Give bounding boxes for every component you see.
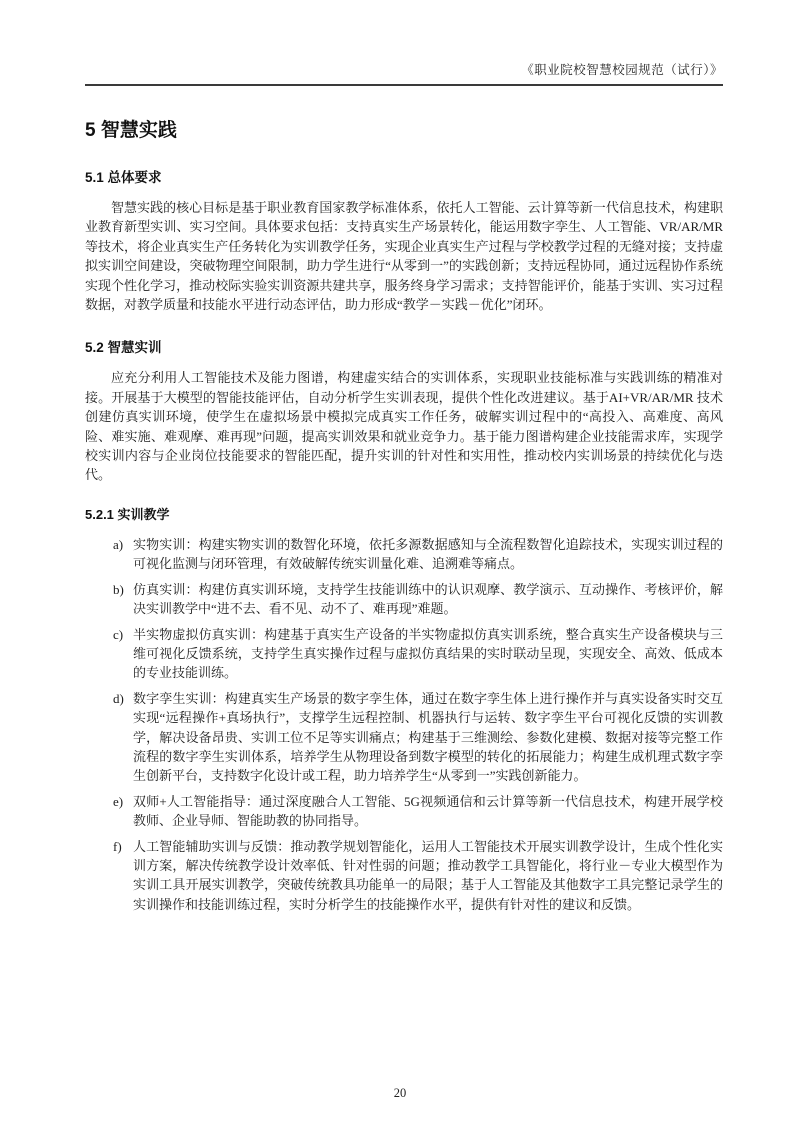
running-header: 《职业院校智慧校园规范（试行）》: [521, 63, 723, 77]
list-item-a: [113, 535, 723, 574]
section-5-2-1-heading: 5.2.1 实训教学: [85, 506, 170, 522]
list-item-label: d): [113, 690, 124, 706]
list-item-label: a): [113, 536, 124, 552]
list-item-d: [113, 689, 723, 786]
chapter-title: 5 智慧实践: [85, 120, 177, 141]
list-item-b: [113, 580, 723, 619]
list-item-label: b): [113, 581, 124, 597]
page-number: 20: [393, 1086, 407, 1100]
list-item-text: 双师+人工智能指导：通过深度融合人工智能、5G视频通信和云计算等新一代信息技术，构建开展学校教师、企业导师、智能助教的协同指导。: [133, 793, 723, 829]
list-item-text: 数字孪生实训：构建真实生产场景的数字孪生体，通过在数字孪生体上进行操作并与真实设备实时交互实现“远程操作+真场执行”，支撑学生远程控制、机器执行与运转、数字孪生平台可视化反馈的实训教学，解决设备昂贵、实训工位不足等实训痛点；构建基于三维测绘、参数化建模、数据对接等完整工作流程的数字孪生实训体系，培养学生从物理设备到数字模型的转化的拓展能力；构建生成机理式数字孪生创新平台，支持数字化设计或工程，助力培养学生“从零到一”实践创新能力。: [133, 690, 723, 784]
list-item-label: e): [113, 793, 124, 809]
list-item-e: [113, 792, 723, 831]
section-5-1-paragraph: 智慧实践的核心目标是基于职业教育国家教学标准体系，依托人工智能、云计算等新一代信息技术，构建职业教育新型实训、实习空间。具体要求包括：支持真实生产场景转化，能运用数字孪生、人工智能、VR/AR/MR 等技术，将企业真实生产任务转化为实训教学任务，实现企业真实生产过程与学校教学过程的无缝对接；支持虚拟实训空间建设，突破物理空间限制，助力学生进行“从零到一”的实践创新；支持远程协同，通过远程协作系统实现个性化学习，推动校际实验实训资源共建共享，服务终身学习需求；支持智能评价，能基于实训、实习过程数据，对教学质量和技能水平进行动态评估，助力形成“教学－实践－优化”闭环。: [85, 200, 723, 313]
list-item-label: f): [113, 838, 122, 854]
section-5-2-paragraph: 应充分利用人工智能技术及能力图谱，构建虚实结合的实训体系，实现职业技能标准与实践训练的精准对接。开展基于大模型的智能技能评估，自动分析学生实训表现，提供个性化改进建议。基于AI+VR/AR/MR 技术创建仿真实训环境，使学生在虚拟场景中模拟完成真实工作任务，破解实训过程中的“高投入、高难度、高风险、难实施、难观摩、难再现”问题，提高实训效果和就业竞争力。基于能力图谱构建企业技能需求库，实现学校实训内容与企业岗位技能要求的智能匹配，提升实训的针对性和实用性，推动校内实训场景的持续优化与迭代。: [85, 370, 723, 483]
list-item-text: 人工智能辅助实训与反馈：推动教学规划智能化，运用人工智能技术开展实训教学设计，生成个性化实训方案，解决传统教学设计效率低、针对性弱的问题；推动教学工具智能化，将行业－专业大模型作为实训工具开展实训教学，突破传统教具功能单一的局限；基于人工智能及其他数字工具完整记录学生的实训操作和技能训练过程，实时分析学生的技能操作水平，提供有针对性的建议和反馈。: [133, 838, 723, 912]
list-item-text: 仿真实训：构建仿真实训环境，支持学生技能训练中的认识观摩、教学演示、互动操作、考核评价，解决实训教学中“进不去、看不见、动不了、难再现”难题。: [133, 581, 723, 617]
list-item-c: [113, 625, 723, 683]
list-item-text: 实物实训：构建实物实训的数智化环境，依托多源数据感知与全流程数智化追踪技术，实现实训过程的可视化监测与闭环管理，有效破解传统实训量化难、追溯难等痛点。: [133, 536, 723, 572]
header-rule: [85, 84, 723, 86]
list-item-label: c): [113, 626, 124, 642]
section-5-1-heading: 5.1 总体要求: [85, 170, 162, 185]
training-teaching-list: [85, 535, 723, 914]
list-item-f: [113, 837, 723, 915]
section-5-2-heading: 5.2 智慧实训: [85, 340, 162, 356]
list-item-text: 半实物虚拟仿真实训：构建基于真实生产设备的半实物虚拟仿真实训系统，整合真实生产设备模块与三维可视化反馈系统，支持学生真实操作过程与虚拟仿真结果的实时联动呈现，实现安全、高效、低成本的专业技能训练。: [133, 626, 723, 681]
